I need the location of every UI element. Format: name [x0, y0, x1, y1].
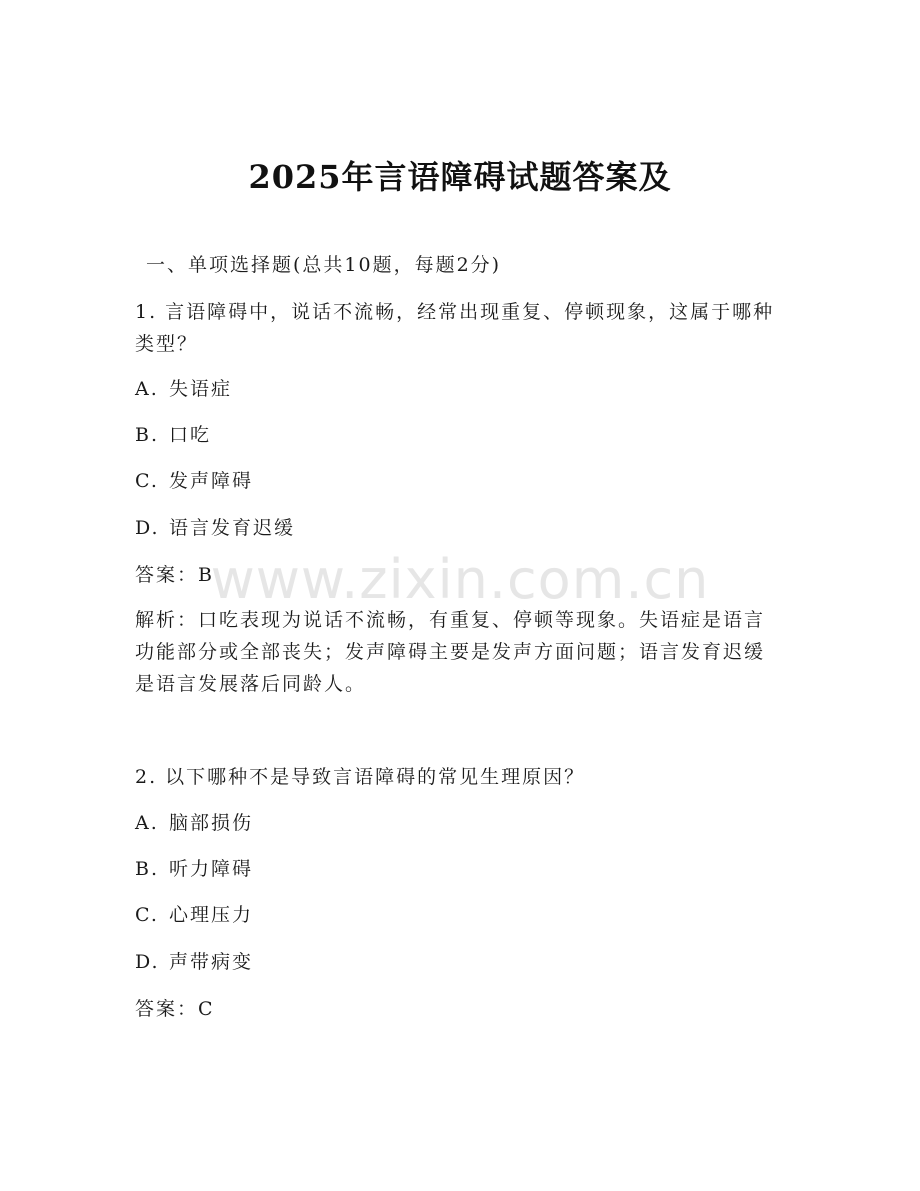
option-text: 脑部损伤 — [169, 812, 254, 834]
document-title: 2025年言语障碍试题答案及 — [248, 158, 672, 196]
question-2-option-a — [135, 811, 253, 835]
question-1-answer: 答案：B — [135, 564, 214, 586]
question-1-explanation: 解析：口吃表现为说话不流畅，有重复、停顿等现象。失语症是语言功能部分或全部丧失；发声障碍主要是发声方面问题；语言发育迟缓是语言发展落后同龄人。 — [135, 609, 766, 695]
question-2-option-c — [135, 903, 253, 927]
option-text: 听力障碍 — [169, 858, 254, 880]
option-text: 失语症 — [169, 378, 233, 400]
option-letter: A. — [135, 378, 159, 400]
question-1-option-c — [135, 469, 253, 493]
option-letter: B. — [135, 858, 160, 880]
option-text: 发声障碍 — [169, 470, 254, 492]
question-1-option-d — [135, 516, 295, 540]
question-1-stem: 1. 言语障碍中，说话不流畅，经常出现重复、停顿现象，这属于哪种类型？ — [135, 301, 775, 355]
section-heading: 一、单项选择题(总共10题，每题2分) — [146, 254, 502, 276]
option-letter: C. — [135, 904, 159, 926]
question-1-option-a — [135, 377, 232, 401]
option-letter: D. — [135, 951, 160, 973]
option-text: 声带病变 — [169, 951, 254, 973]
option-text: 心理压力 — [169, 904, 254, 926]
question-1-option-b — [135, 423, 211, 447]
option-text: 语言发育迟缓 — [169, 517, 296, 539]
question-2-answer: 答案：C — [135, 998, 215, 1020]
option-letter: A. — [135, 812, 159, 834]
question-2-stem: 2. 以下哪种不是导致言语障碍的常见生理原因？ — [135, 766, 586, 788]
option-letter: B. — [135, 424, 160, 446]
option-letter: C. — [135, 470, 159, 492]
question-2-option-d — [135, 950, 253, 974]
watermark: www.zixin.com.cn — [210, 548, 710, 611]
option-letter: D. — [135, 517, 160, 539]
question-2-option-b — [135, 857, 253, 881]
option-text: 口吃 — [169, 424, 212, 446]
